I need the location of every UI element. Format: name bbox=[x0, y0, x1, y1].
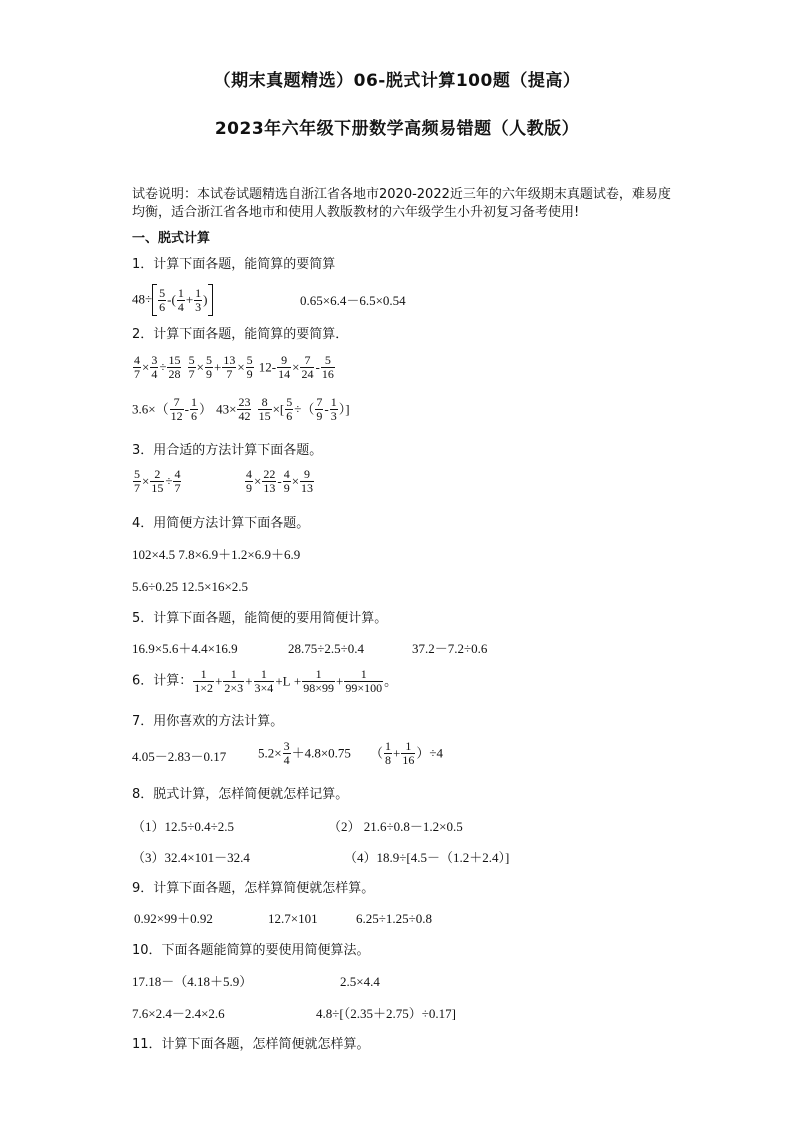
q9-expression-2: 12.7×101 bbox=[268, 911, 318, 926]
q4-row-1: 102×4.5 7.8×6.9＋1.2×6.9＋6.9 bbox=[132, 547, 301, 562]
q7-expression-2: 5.2× $\frac{3}{4}$ ＋4.8×0.75 bbox=[258, 739, 351, 767]
document-subtitle: 2023年六年级下册数学高频易错题（人教版） bbox=[214, 119, 580, 139]
q9-expression-1: 0.92×99＋0.92 bbox=[134, 911, 213, 926]
q8-item-2: （2） 21.6÷0.8－1.2×0.5 bbox=[328, 819, 463, 834]
q7-expression-1: 4.05－2.83－0.17 bbox=[132, 749, 227, 764]
question-8: 8．脱式计算，怎样简便就怎样记算。 bbox=[132, 787, 349, 802]
q1-expression-1: 48÷ $\frac{5}{6}$ -( $\frac{1}{4}$ + $\frac{1}{3}$ ) bbox=[132, 284, 213, 316]
q8-item-1: （1）12.5÷0.4÷2.5 bbox=[132, 819, 235, 834]
q5-expression-3: 37.2－7.2÷0.6 bbox=[412, 641, 488, 656]
q2-row-2: 3.6×（ $\frac{7}{12}$ - $\frac{1}{6}$ ） 43× $\frac{23}{42}$ $\frac{8}{15}$ ×[ $\frac{5}{6}$ ÷（ $\frac{7}{9}$ - $\frac{1}{3}$ ）] bbox=[132, 395, 350, 423]
question-4: 4．用简便方法计算下面各题。 bbox=[132, 516, 310, 531]
question-10: 10．下面各题能简算的要使用简便算法。 bbox=[132, 943, 370, 958]
q10-expression-3: 7.6×2.4－2.4×2.6 bbox=[132, 1006, 225, 1021]
q3-expression-2: $\frac{4}{9}$ × $\frac{22}{13}$ - $\frac{4}{9}$ × $\frac{9}{13}$ bbox=[246, 467, 314, 495]
q10-expression-4: 4.8÷[（2.35＋2.75）÷0.17] bbox=[316, 1006, 456, 1021]
question-11: 11．计算下面各题，怎样简便就怎样算。 bbox=[132, 1037, 370, 1052]
q5-expression-2: 28.75÷2.5÷0.4 bbox=[288, 641, 365, 656]
question-9: 9．计算下面各题，怎样算简便就怎样算。 bbox=[132, 881, 375, 896]
q4-row-2: 5.6÷0.25 12.5×16×2.5 bbox=[132, 579, 249, 594]
q3-expression-1: $\frac{5}{7}$ × $\frac{2}{15}$ ÷ $\frac{4}{7}$ bbox=[134, 467, 181, 495]
q8-item-4: （4）18.9÷[4.5－（1.2＋2.4）] bbox=[344, 850, 510, 865]
question-1: 1．计算下面各题，能简算的要简算 bbox=[132, 257, 336, 272]
question-7: 7．用你喜欢的方法计算。 bbox=[132, 714, 284, 729]
question-5: 5．计算下面各题，能简便的要用简便计算。 bbox=[132, 611, 388, 626]
q10-expression-2: 2.5×4.4 bbox=[340, 974, 380, 989]
exam-note: 试卷说明：本试卷试题精选自浙江省各地市2020-2022近三年的六年级期末真题试卷，难易度均衡，适合浙江省各地市和使用人教版教材的六年级学生小升初复习备考使用! bbox=[132, 187, 671, 220]
q10-expression-1: 17.18－（4.18＋5.9） bbox=[132, 974, 253, 989]
q5-expression-1: 16.9×5.6＋4.4×16.9 bbox=[132, 641, 238, 656]
section-heading: 一、脱式计算 bbox=[132, 231, 211, 246]
question-6: 6．计算： $\frac{1}{1\times 2}$ + $\frac{1}{2\times 3}$ + $\frac{1}{3\times 4}$ +L + $\frac{1}{98\times 99}$ + $\frac{1}{99\times 100}$ 。 bbox=[132, 667, 398, 695]
q8-item-3: （3）32.4×101－32.4 bbox=[132, 850, 250, 865]
q9-expression-3: 6.25÷1.25÷0.8 bbox=[356, 911, 433, 926]
document-title: （期末真题精选）06-脱式计算100题（提高） bbox=[213, 71, 581, 91]
q2-row-1: $\frac{4}{7}$ × $\frac{3}{4}$ ÷ $\frac{15}{28}$ $\frac{5}{7}$ × $\frac{5}{9}$ + $\frac{13}{7}$ × $\frac{5}{9}$ 12- $\frac{9}{14}$ × $\frac{7}{24}$ - $\frac{5}{16}$ bbox=[134, 353, 334, 381]
q1-expression-2: 0.65×6.4－6.5×0.54 bbox=[300, 293, 406, 308]
question-2: 2．计算下面各题，能简算的要简算． bbox=[132, 327, 349, 342]
q7-expression-3: （ $\frac{1}{8}$ + $\frac{1}{16}$ ）÷4 bbox=[370, 739, 444, 767]
question-3: 3．用合适的方法计算下面各题。 bbox=[132, 443, 323, 458]
